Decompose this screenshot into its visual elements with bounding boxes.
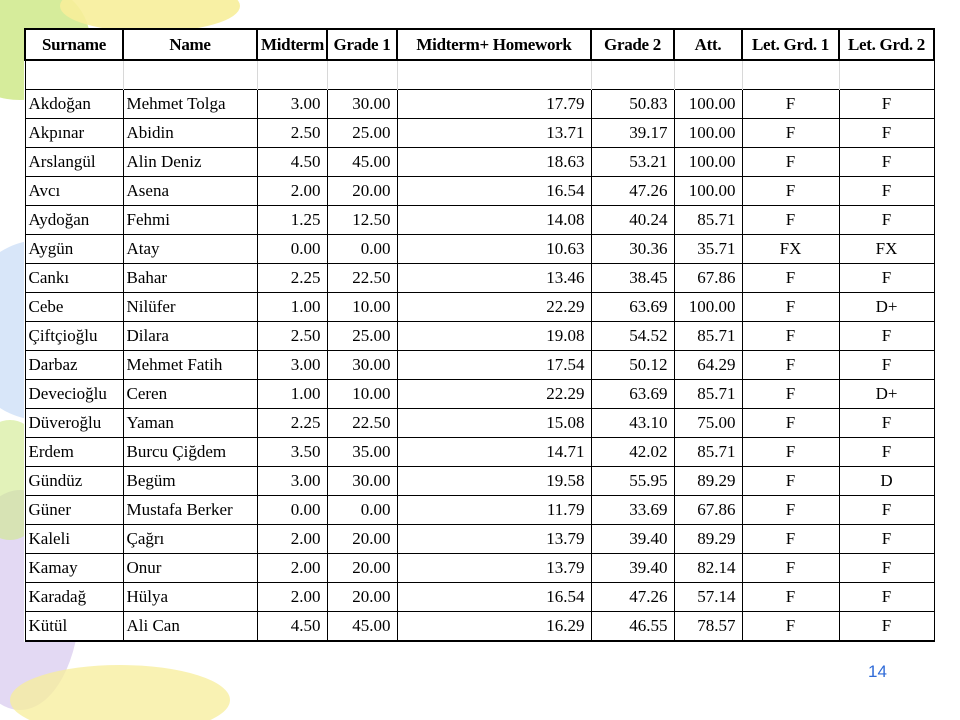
cell-midterm: 2.00 <box>257 525 327 554</box>
cell-attendance: 67.86 <box>674 264 742 293</box>
cell-letter-grade-1: F <box>742 409 839 438</box>
cell-attendance: 67.86 <box>674 496 742 525</box>
table-row <box>25 438 934 467</box>
cell-midterm-homework: 13.71 <box>397 119 591 148</box>
cell-grade-1: 30.00 <box>327 90 397 119</box>
table-row <box>25 90 934 119</box>
cell-surname: Darbaz <box>25 351 123 380</box>
table-row <box>25 206 934 235</box>
cell-midterm: 1.00 <box>257 380 327 409</box>
cell-grade-1: 12.50 <box>327 206 397 235</box>
cell-midterm-homework: 19.58 <box>397 467 591 496</box>
cell-surname: Cankı <box>25 264 123 293</box>
cell-midterm-homework: 16.54 <box>397 583 591 612</box>
cell-name: Çağrı <box>123 525 257 554</box>
cell-letter-grade-2: F <box>839 264 934 293</box>
table-row <box>25 496 934 525</box>
spacer-cell <box>327 60 397 90</box>
spacer-cell <box>397 60 591 90</box>
cell-letter-grade-1: F <box>742 177 839 206</box>
cell-name: Mehmet Fatih <box>123 351 257 380</box>
table-row <box>25 525 934 554</box>
header-letter-grade-1: Let. Grd. 1 <box>742 29 839 60</box>
cell-name: Yaman <box>123 409 257 438</box>
cell-grade-2: 43.10 <box>591 409 674 438</box>
cell-letter-grade-1: FX <box>742 235 839 264</box>
grade-table <box>24 28 935 642</box>
cell-surname: Erdem <box>25 438 123 467</box>
cell-letter-grade-2: F <box>839 409 934 438</box>
spacer-row <box>25 60 934 90</box>
cell-surname: Çiftçioğlu <box>25 322 123 351</box>
cell-letter-grade-2: F <box>839 525 934 554</box>
spacer-cell <box>123 60 257 90</box>
cell-grade-2: 54.52 <box>591 322 674 351</box>
cell-letter-grade-1: F <box>742 206 839 235</box>
cell-attendance: 89.29 <box>674 525 742 554</box>
spacer-cell <box>257 60 327 90</box>
header-grade-1: Grade 1 <box>327 29 397 60</box>
header-grade-2: Grade 2 <box>591 29 674 60</box>
cell-surname: Akdoğan <box>25 90 123 119</box>
cell-letter-grade-1: F <box>742 90 839 119</box>
cell-attendance: 100.00 <box>674 148 742 177</box>
cell-midterm-homework: 15.08 <box>397 409 591 438</box>
cell-grade-1: 20.00 <box>327 554 397 583</box>
cell-name: Dilara <box>123 322 257 351</box>
table-row <box>25 293 934 322</box>
table-row <box>25 467 934 496</box>
cell-grade-1: 10.00 <box>327 380 397 409</box>
cell-grade-1: 30.00 <box>327 467 397 496</box>
cell-surname: Kaleli <box>25 525 123 554</box>
cell-letter-grade-2: F <box>839 148 934 177</box>
cell-midterm-homework: 14.71 <box>397 438 591 467</box>
cell-grade-1: 22.50 <box>327 264 397 293</box>
spacer-cell <box>674 60 742 90</box>
cell-midterm: 2.25 <box>257 409 327 438</box>
cell-midterm: 1.25 <box>257 206 327 235</box>
cell-letter-grade-1: F <box>742 351 839 380</box>
cell-name: Burcu Çiğdem <box>123 438 257 467</box>
cell-attendance: 35.71 <box>674 235 742 264</box>
cell-grade-2: 39.40 <box>591 525 674 554</box>
table-row <box>25 409 934 438</box>
cell-midterm-homework: 17.79 <box>397 90 591 119</box>
cell-midterm: 0.00 <box>257 496 327 525</box>
cell-name: Fehmi <box>123 206 257 235</box>
cell-attendance: 100.00 <box>674 293 742 322</box>
cell-grade-2: 53.21 <box>591 148 674 177</box>
cell-midterm-homework: 19.08 <box>397 322 591 351</box>
cell-surname: Arslangül <box>25 148 123 177</box>
cell-name: Onur <box>123 554 257 583</box>
cell-letter-grade-2: F <box>839 583 934 612</box>
cell-surname: Aydoğan <box>25 206 123 235</box>
table-row <box>25 612 934 642</box>
cell-name: Atay <box>123 235 257 264</box>
cell-midterm: 2.50 <box>257 119 327 148</box>
table-row <box>25 351 934 380</box>
cell-letter-grade-2: F <box>839 177 934 206</box>
cell-grade-2: 40.24 <box>591 206 674 235</box>
table-body <box>25 60 934 641</box>
cell-midterm-homework: 11.79 <box>397 496 591 525</box>
cell-letter-grade-1: F <box>742 554 839 583</box>
cell-surname: Cebe <box>25 293 123 322</box>
cell-letter-grade-2: D+ <box>839 293 934 322</box>
table-row <box>25 380 934 409</box>
cell-letter-grade-1: F <box>742 612 839 642</box>
table-row <box>25 264 934 293</box>
cell-midterm: 4.50 <box>257 148 327 177</box>
cell-grade-2: 39.40 <box>591 554 674 583</box>
cell-grade-1: 0.00 <box>327 235 397 264</box>
cell-name: Ceren <box>123 380 257 409</box>
cell-midterm-homework: 13.46 <box>397 264 591 293</box>
cell-grade-2: 50.12 <box>591 351 674 380</box>
cell-name: Asena <box>123 177 257 206</box>
table-row <box>25 554 934 583</box>
cell-attendance: 100.00 <box>674 90 742 119</box>
cell-attendance: 64.29 <box>674 351 742 380</box>
cell-midterm: 4.50 <box>257 612 327 642</box>
cell-midterm-homework: 18.63 <box>397 148 591 177</box>
cell-letter-grade-1: F <box>742 264 839 293</box>
cell-surname: Kamay <box>25 554 123 583</box>
cell-grade-2: 38.45 <box>591 264 674 293</box>
cell-grade-2: 30.36 <box>591 235 674 264</box>
cell-name: Mehmet Tolga <box>123 90 257 119</box>
cell-midterm-homework: 16.29 <box>397 612 591 642</box>
cell-midterm-homework: 14.08 <box>397 206 591 235</box>
header-row <box>25 29 934 60</box>
cell-letter-grade-1: F <box>742 380 839 409</box>
cell-letter-grade-2: D <box>839 467 934 496</box>
cell-midterm: 2.00 <box>257 583 327 612</box>
cell-midterm-homework: 22.29 <box>397 293 591 322</box>
cell-letter-grade-1: F <box>742 322 839 351</box>
cell-letter-grade-2: F <box>839 612 934 642</box>
cell-midterm-homework: 10.63 <box>397 235 591 264</box>
cell-surname: Gündüz <box>25 467 123 496</box>
cell-surname: Aygün <box>25 235 123 264</box>
cell-midterm-homework: 17.54 <box>397 351 591 380</box>
cell-letter-grade-1: F <box>742 438 839 467</box>
cell-letter-grade-1: F <box>742 525 839 554</box>
spacer-cell <box>591 60 674 90</box>
cell-grade-1: 20.00 <box>327 525 397 554</box>
cell-midterm: 1.00 <box>257 293 327 322</box>
cell-name: Hülya <box>123 583 257 612</box>
table-row <box>25 235 934 264</box>
cell-midterm: 3.00 <box>257 467 327 496</box>
cell-grade-2: 55.95 <box>591 467 674 496</box>
cell-midterm: 2.00 <box>257 177 327 206</box>
cell-grade-2: 33.69 <box>591 496 674 525</box>
cell-attendance: 78.57 <box>674 612 742 642</box>
cell-grade-2: 46.55 <box>591 612 674 642</box>
cell-letter-grade-1: F <box>742 467 839 496</box>
spacer-cell <box>25 60 123 90</box>
header-name: Name <box>123 29 257 60</box>
cell-midterm-homework: 13.79 <box>397 525 591 554</box>
cell-attendance: 85.71 <box>674 322 742 351</box>
cell-surname: Avcı <box>25 177 123 206</box>
cell-midterm: 2.50 <box>257 322 327 351</box>
cell-midterm-homework: 13.79 <box>397 554 591 583</box>
cell-name: Bahar <box>123 264 257 293</box>
cell-midterm: 3.00 <box>257 351 327 380</box>
cell-midterm-homework: 22.29 <box>397 380 591 409</box>
cell-letter-grade-1: F <box>742 119 839 148</box>
table-row <box>25 148 934 177</box>
cell-grade-2: 47.26 <box>591 583 674 612</box>
cell-attendance: 85.71 <box>674 438 742 467</box>
page-number: 14 <box>868 662 887 681</box>
cell-letter-grade-1: F <box>742 148 839 177</box>
cell-midterm: 3.50 <box>257 438 327 467</box>
header-midterm: Midterm <box>257 29 327 60</box>
spacer-cell <box>742 60 839 90</box>
cell-grade-2: 47.26 <box>591 177 674 206</box>
cell-surname: Akpınar <box>25 119 123 148</box>
cell-grade-1: 45.00 <box>327 612 397 642</box>
table-row <box>25 119 934 148</box>
header-letter-grade-2: Let. Grd. 2 <box>839 29 934 60</box>
cell-grade-1: 10.00 <box>327 293 397 322</box>
cell-attendance: 85.71 <box>674 206 742 235</box>
cell-name: Nilüfer <box>123 293 257 322</box>
cell-midterm: 0.00 <box>257 235 327 264</box>
cell-surname: Devecioğlu <box>25 380 123 409</box>
cell-midterm: 2.00 <box>257 554 327 583</box>
cell-letter-grade-2: D+ <box>839 380 934 409</box>
cell-midterm-homework: 16.54 <box>397 177 591 206</box>
table-row <box>25 322 934 351</box>
cell-name: Alin Deniz <box>123 148 257 177</box>
cell-letter-grade-2: F <box>839 119 934 148</box>
cell-attendance: 100.00 <box>674 177 742 206</box>
cell-letter-grade-1: F <box>742 496 839 525</box>
table-row <box>25 177 934 206</box>
header-attendance: Att. <box>674 29 742 60</box>
cell-letter-grade-2: F <box>839 206 934 235</box>
cell-letter-grade-2: F <box>839 554 934 583</box>
cell-letter-grade-1: F <box>742 583 839 612</box>
cell-grade-1: 20.00 <box>327 583 397 612</box>
cell-grade-1: 22.50 <box>327 409 397 438</box>
cell-attendance: 100.00 <box>674 119 742 148</box>
cell-letter-grade-2: FX <box>839 235 934 264</box>
cell-letter-grade-2: F <box>839 438 934 467</box>
cell-surname: Kütül <box>25 612 123 642</box>
cell-attendance: 82.14 <box>674 554 742 583</box>
cell-grade-1: 20.00 <box>327 177 397 206</box>
cell-grade-2: 42.02 <box>591 438 674 467</box>
cell-name: Abidin <box>123 119 257 148</box>
cell-grade-1: 25.00 <box>327 119 397 148</box>
cell-grade-1: 45.00 <box>327 148 397 177</box>
cell-name: Mustafa Berker <box>123 496 257 525</box>
cell-grade-2: 63.69 <box>591 293 674 322</box>
cell-surname: Düveroğlu <box>25 409 123 438</box>
cell-midterm: 2.25 <box>257 264 327 293</box>
cell-grade-1: 25.00 <box>327 322 397 351</box>
cell-attendance: 75.00 <box>674 409 742 438</box>
cell-grade-1: 30.00 <box>327 351 397 380</box>
cell-letter-grade-2: F <box>839 351 934 380</box>
cell-midterm: 3.00 <box>257 90 327 119</box>
table-row <box>25 583 934 612</box>
cell-grade-1: 0.00 <box>327 496 397 525</box>
spacer-cell <box>839 60 934 90</box>
cell-name: Ali Can <box>123 612 257 642</box>
header-midterm-homework: Midterm+ Homework <box>397 29 591 60</box>
cell-grade-2: 63.69 <box>591 380 674 409</box>
cell-surname: Güner <box>25 496 123 525</box>
cell-attendance: 85.71 <box>674 380 742 409</box>
cell-attendance: 57.14 <box>674 583 742 612</box>
cell-letter-grade-2: F <box>839 322 934 351</box>
cell-surname: Karadağ <box>25 583 123 612</box>
cell-grade-1: 35.00 <box>327 438 397 467</box>
cell-grade-2: 39.17 <box>591 119 674 148</box>
cell-letter-grade-2: F <box>839 496 934 525</box>
cell-letter-grade-2: F <box>839 90 934 119</box>
cell-letter-grade-1: F <box>742 293 839 322</box>
cell-name: Begüm <box>123 467 257 496</box>
header-surname: Surname <box>25 29 123 60</box>
cell-grade-2: 50.83 <box>591 90 674 119</box>
cell-attendance: 89.29 <box>674 467 742 496</box>
